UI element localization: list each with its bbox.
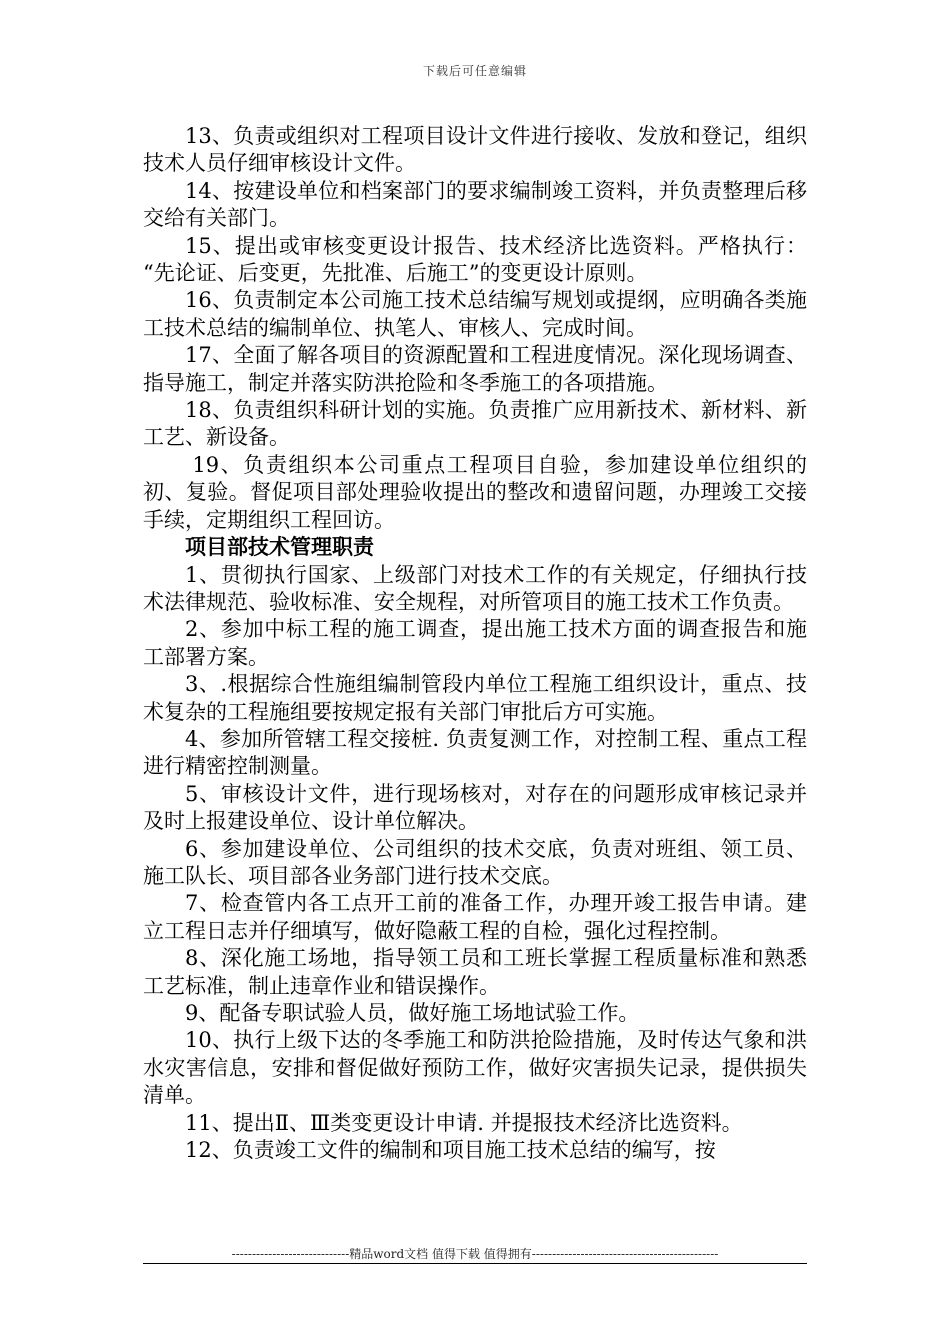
duty-item-7: 7、检查管内各工点开工前的准备工作，办理开竣工报告申请。建立工程日志并仔细填写，做好隐蔽工程的自检，强化过程控制。 bbox=[143, 891, 807, 943]
duty-item-4: 4、参加所管辖工程交接桩. 负责复测工作，对控制工程、重点工程进行精密控制测量。 bbox=[143, 726, 807, 779]
duty-item-3: 3、.根据综合性施组编制管段内单位工程施工组织设计，重点、技术复杂的工程施组要按规定报有关部门审批后方可实施。 bbox=[143, 672, 807, 724]
duty-item-8: 8、深化施工场地，指导领工员和工班长掌握工程质量标准和熟悉工艺标准，制止违章作业和错误操作。 bbox=[143, 946, 807, 998]
paragraph-15: 15、提出或审核变更设计报告、技术经济比选资料。严格执行： “先论证、后变更，先批准、后施工”的变更设计原则。 bbox=[143, 233, 807, 286]
section-heading: 项目部技术管理职责 bbox=[185, 535, 374, 560]
duty-item-9: 9、配备专职试验人员，做好施工场地试验工作。 bbox=[185, 1001, 640, 1025]
paragraph-14: 14、按建设单位和档案部门的要求编制竣工资料，并负责整理后移交给有关部门。 bbox=[143, 178, 807, 231]
document-body bbox=[143, 123, 807, 1164]
duty-item-5: 5、审核设计文件，进行现场核对，对存在的问题形成审核记录并及时上报建设单位、设计单位解决。 bbox=[143, 781, 807, 834]
paragraph-16: 16、负责制定本公司施工技术总结编写规划或提纲，应明确各类施工技术总结的编制单位、执笔人、审核人、完成时间。 bbox=[143, 288, 807, 340]
page-header: 下载后可任意编辑 bbox=[422, 64, 527, 78]
paragraph-13: 13、负责或组织对工程项目设计文件进行接收、发放和登记，组织技术人员仔细审核设计文件。 bbox=[143, 124, 807, 176]
duty-item-10: 10、执行上级下达的冬季施工和防洪抢险措施，及时传达气象和洪水灾害信息，安排和督促做好预防工作，做好灾害损失记录，提供损失清单。 bbox=[143, 1028, 807, 1108]
duty-item-11: 11、提出Ⅱ、Ⅲ类变更设计申请. 并提报技术经济比选资料。 bbox=[185, 1110, 743, 1135]
duty-item-12: 12、负责竣工文件的编制和项目施工技术总结的编写，按 bbox=[185, 1138, 716, 1163]
duty-item-2: 2、参加中标工程的施工调查，提出施工技术方面的调查报告和施工部署方案。 bbox=[143, 617, 807, 669]
paragraph-18: 18、负责组织科研计划的实施。负责推广应用新技术、新材料、新工艺、新设备。 bbox=[143, 398, 807, 450]
page-footer: -----------------------------精品word文档 值得下载 值得拥有---------------------------------------------- bbox=[231, 1247, 719, 1261]
paragraph-19: 19、负责组织本公司重点工程项目自验，参加建设单位组织的初、复验。督促项目部处理验收提出的整改和遗留问题，办理竣工交接手续，定期组织工程回访。 bbox=[143, 452, 807, 532]
paragraph-17: 17、全面了解各项目的资源配置和工程进度情况。深化现场调查、指导施工，制定并落实防洪抢险和冬季施工的各项措施。 bbox=[143, 343, 807, 395]
duty-item-1: 1、贯彻执行国家、上级部门对技术工作的有关规定，仔细执行技术法律规范、验收标准、安全规程，对所管项目的施工技术工作负责。 bbox=[143, 562, 807, 614]
footer-divider bbox=[143, 1263, 807, 1264]
duty-item-6: 6、参加建设单位、公司组织的技术交底，负责对班组、领工员、施工队长、项目部各业务部门进行技术交底。 bbox=[143, 836, 807, 888]
